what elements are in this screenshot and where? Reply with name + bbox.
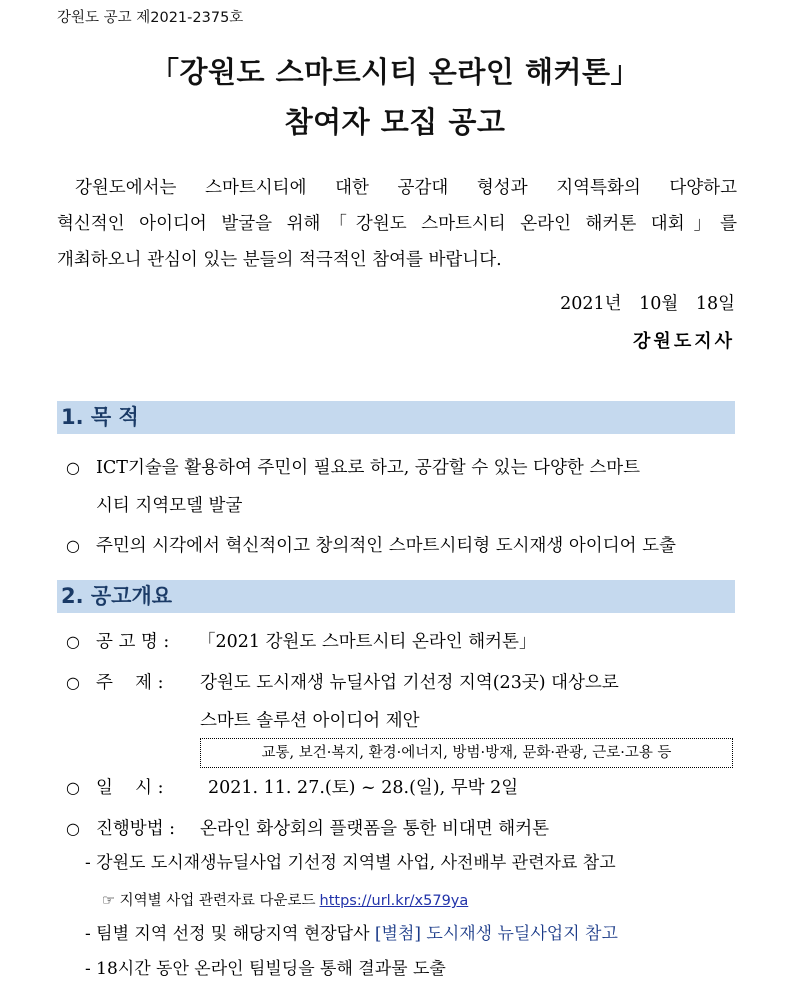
field-value: 스마트 솔루션 아이디어 제안 bbox=[200, 711, 420, 731]
field-label: 진행방법 : bbox=[96, 819, 176, 839]
attachment-reference: [별첨] 도시재생 뉴딜사업지 참고 bbox=[374, 924, 618, 944]
bullet-icon: ○ bbox=[66, 536, 80, 555]
field-value: 강원도 도시재생 뉴딜사업 기선정 지역(23곳) 대상으로 bbox=[200, 673, 619, 693]
list-item-text: 시티 지역모델 발굴 bbox=[96, 496, 243, 516]
list-item-text: 주민의 시각에서 혁신적이고 창의적인 스마트시티형 도시재생 아이디어 도출 bbox=[96, 536, 676, 556]
intro-paragraph bbox=[57, 170, 737, 278]
field-value: 「2021 강원도 스마트시티 온라인 해커톤」 bbox=[198, 632, 537, 652]
dash-item-text: - 팀별 지역 선정 및 해당지역 현장답사 bbox=[85, 924, 375, 944]
bullet-icon: ○ bbox=[66, 673, 80, 692]
field-value: 온라인 화상회의 플랫폼을 통한 비대면 해커톤 bbox=[200, 819, 550, 839]
field-label: 공 고 명 : bbox=[96, 632, 170, 652]
bullet-icon: ○ bbox=[66, 778, 80, 797]
fields-box: 교통, 보건·복지, 환경·에너지, 방범·방재, 문화·관광, 근로·고용 등 bbox=[200, 738, 733, 768]
dash-item bbox=[85, 917, 735, 951]
list-item bbox=[66, 449, 736, 525]
list-item bbox=[66, 664, 736, 740]
list-item bbox=[66, 769, 736, 807]
section-heading-purpose: 1. 목 적 bbox=[57, 401, 735, 434]
list-item bbox=[66, 527, 736, 565]
bullet-icon: ○ bbox=[66, 632, 80, 651]
intro-line: 혁신적인 아이디어 발굴을 위해「강원도 스마트시티 온라인 해커톤 대회」를 bbox=[57, 214, 737, 234]
list-item-text: ICT기술을 활용하여 주민이 필요로 하고, 공감할 수 있는 다양한 스마트 bbox=[96, 458, 641, 478]
field-value: 2021. 11. 27.(토) ~ 28.(일), 무박 2일 bbox=[208, 778, 519, 798]
download-note-text: ☞ 지역별 사업 관련자료 다운로드 bbox=[102, 893, 316, 909]
field-label: 주 제 : bbox=[96, 673, 164, 693]
field-label: 일 시 : bbox=[96, 778, 164, 798]
page-title: 「강원도 스마트시티 온라인 해커톤」 bbox=[150, 55, 640, 89]
announcement-date: 2021년 10월 18일 bbox=[560, 294, 735, 314]
page-subtitle: 참여자 모집 공고 bbox=[284, 105, 506, 139]
intro-line: 개최하오니 관심이 있는 분들의 적극적인 참여를 바랍니다. bbox=[57, 250, 502, 270]
document-number: 강원도 공고 제2021-2375호 bbox=[57, 10, 244, 26]
section-heading-overview: 2. 공고개요 bbox=[57, 580, 735, 613]
download-note bbox=[102, 889, 468, 910]
bullet-icon: ○ bbox=[66, 819, 80, 838]
bullet-icon: ○ bbox=[66, 458, 80, 477]
list-item bbox=[66, 623, 736, 661]
signer: 강원도지사 bbox=[633, 331, 735, 352]
intro-line: 강원도에서는 스마트시티에 대한 공감대 형성과 지역특화의 다양하고 bbox=[75, 178, 737, 198]
download-link[interactable]: https://url.kr/x579ya bbox=[319, 893, 469, 909]
dash-item: - 18시간 동안 온라인 팀빌딩을 통해 결과물 도출 bbox=[85, 959, 446, 979]
dash-item: - 강원도 도시재생뉴딜사업 기선정 지역별 사업, 사전배부 관련자료 참고 bbox=[85, 853, 616, 873]
list-item bbox=[66, 810, 736, 848]
